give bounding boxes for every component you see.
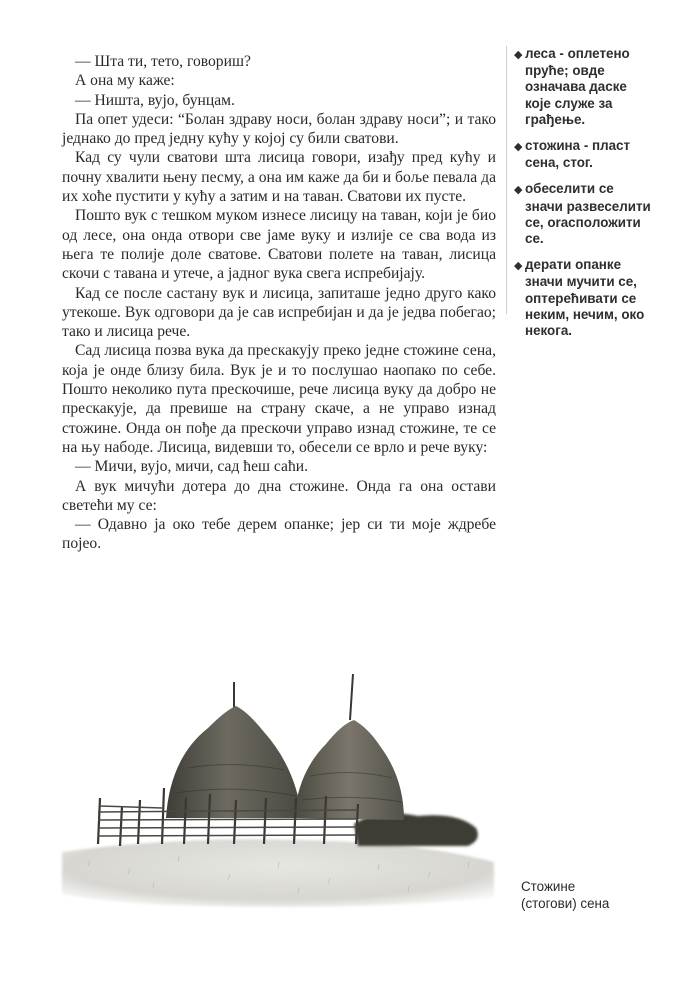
glossary-definition: - оплетено пруће; овде означава даске које служе за грађење. [525,46,630,127]
paragraph: Кад су чули сватови шта лисица говори, изађу пред кућу и почну хвалити њену песму, а она им каже да би и боље певала да их хоће пустити у кућу а затим и на таван. Сватови их пусте. [62,149,496,206]
glossary-sidebar [506,46,654,339]
diamond-bullet-icon: ◆ [514,184,523,197]
photo-caption [521,878,651,912]
paragraph: Пошто вук с тешком муком изнесе лисицу на таван, који је био од лесе, она онда отвори све јаме вуку и излије се сва вода из њега те полије доле сватове. Сватови полете на таван, лисица скочи с тавана и утече, а јадног вука свега испребијају. [62,207,496,283]
paragraph: — Ништа, вујо, бунцам. [75,91,235,109]
glossary-term: стожина [525,138,581,154]
diamond-bullet-icon: ◆ [514,260,523,273]
haystacks-photo [58,648,498,910]
caption-line: (стогови) сена [521,896,610,911]
glossary-entry [514,46,654,128]
paragraph: А вук мичући дотера до дна стожине. Онда га она остави светећи му се: [62,477,496,514]
caption-line: Стожине [521,879,576,894]
glossary-entry [514,181,654,247]
glossary-entry [514,138,654,171]
paragraph: Кад се после састану вук и лисица, запиташе једно друго како утекоше. Вук одговори да је сав испребијан и да је једва побегао; тако и лисица рече. [62,284,496,341]
diamond-bullet-icon: ◆ [514,141,523,154]
paragraph: — Одавно ја око тебе дерем опанке; јер си ти моје ждребе појео. [62,516,496,553]
diamond-bullet-icon: ◆ [514,49,523,61]
paragraph: Сад лисица позва вука да прескакују преко једне стожине сена, која је онде близу била. Вук је и то послушао наопако по себе. Пошто неколико пута прескочише, рече лисица вуку да добро не прескакује, да превише на страну скаче, а не управо изнад стожине. Онда он пође да прескочи управо изнад стожине, те се на њу набоде. Лисица, видевши то, обесели се врло и рече вуку: [62,342,496,456]
glossary-term: леса [525,46,556,61]
glossary-term: дерати опанке [525,257,622,273]
paragraph: А она му каже: [75,72,175,90]
story-text [62,52,496,554]
paragraph: — Шта ти, тето, говориш? [75,53,251,70]
glossary-entry [514,257,654,339]
glossary-definition: значи развеселити се, orаспoложити се. [525,198,651,247]
glossary-definition: значи мучити се, оптерећивати се неким, нечим, око некога. [525,274,645,339]
paragraph: Па опет удеси: “Болан здраву носи, болан здраву носи”; и тако једнако до пред једну кућу у којој су били сватови. [62,110,496,148]
paragraph: — Мичи, вујо, мичи, сад ћеш саћи. [75,458,309,476]
glossary-definition: - пласт сена, стог. [525,138,631,171]
glossary-term: обеселити се [525,181,614,197]
